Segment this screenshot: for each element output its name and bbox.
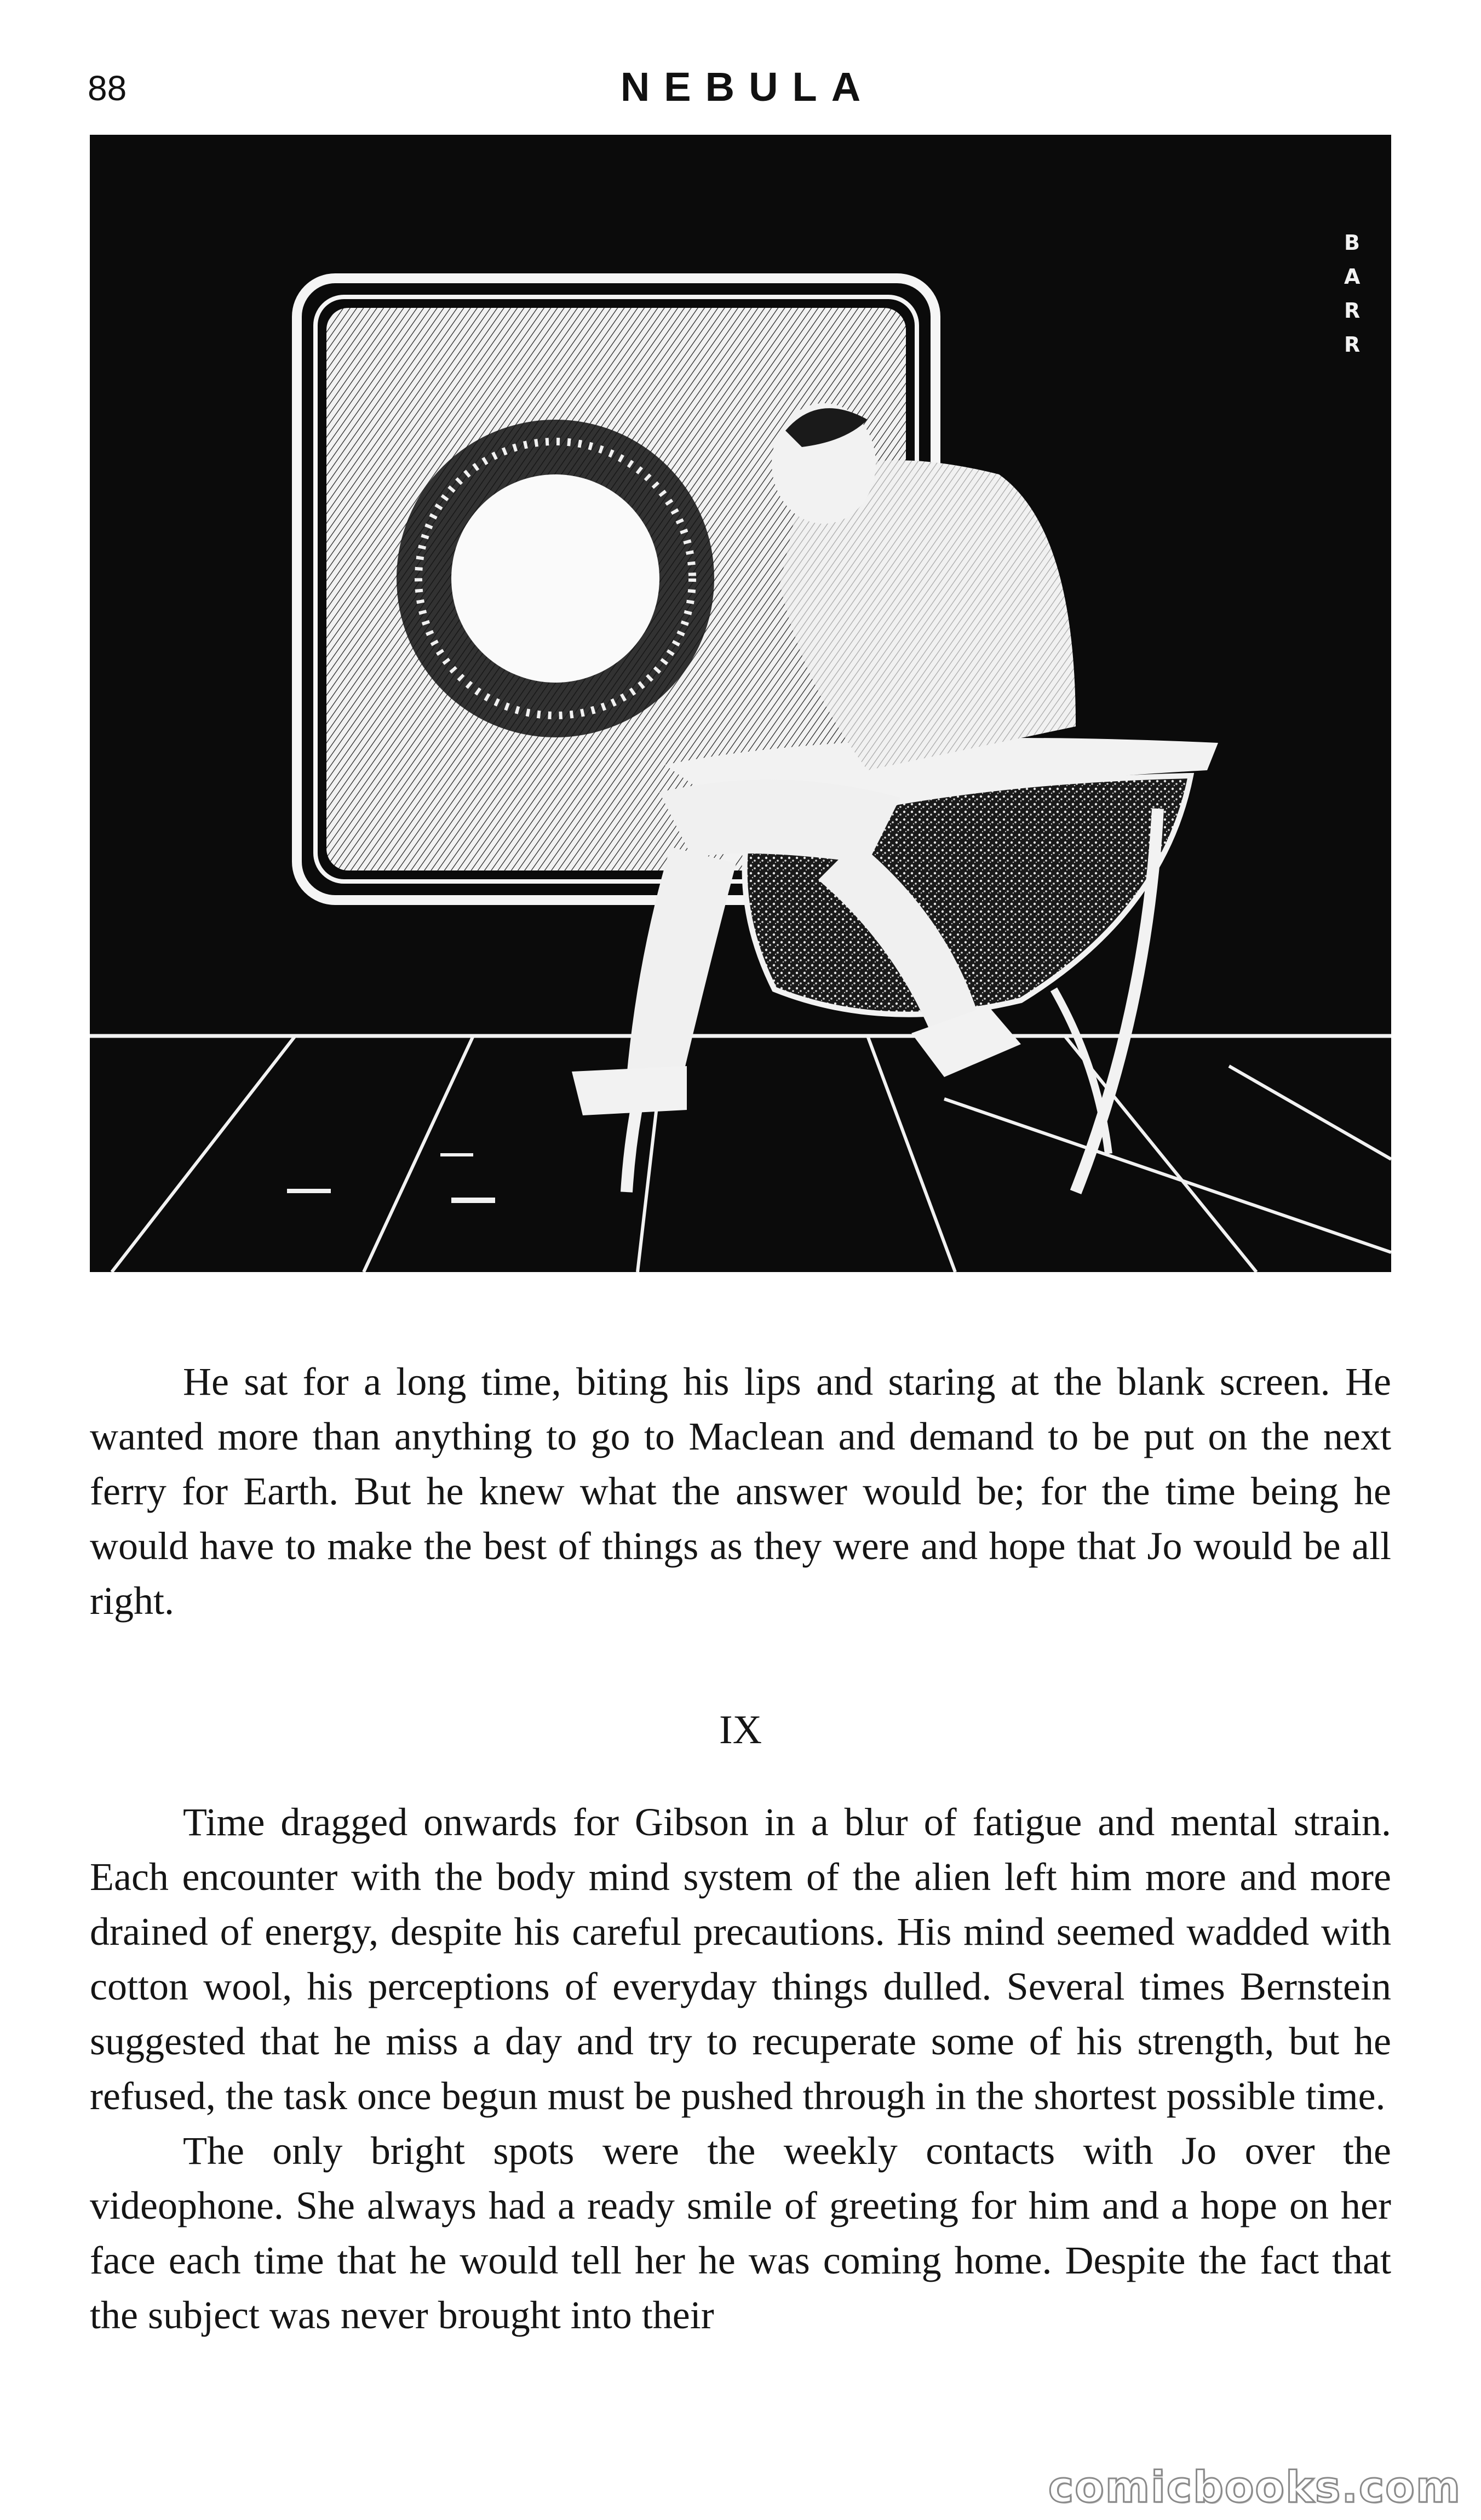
paragraph-1-text: He sat for a long time, biting his lips and staring at the blank screen. He wanted more than anything to go to Maclean and demand to be put on the next ferry for Earth. But he knew what the answer would be; for the time being he would have to make the best of things as they were and hope that Jo would be all right. [90,1360,1391,1623]
watermark: comicbooks.com [1048,2463,1461,2512]
artist-signature-text: B A R R [1344,231,1361,357]
illustration [90,135,1391,1272]
illustration-drawing [90,135,1391,1272]
paragraph-2-text: Time dragged onwards for Gibson in a blur of fatigue and mental strain. Each encounter with the body mind system of the alien left him more and more drained of energy, despite his careful precautions. His mind seemed wadded with cotton wool, his perceptions of everyday things dulled. Several times Bernstein suggested that he miss a day and try to recuperate some of his strength, but he refused, the task once begun must be pushed through in the shortest possible time. [90,1800,1391,2118]
paragraph-3-text: The only bright spots were the weekly contacts with Jo over the videophone. She always had a ready smile of greeting for him and a hope on her face each time that he would tell her he was coming home. Despite the fact that the subject was never brought into their [90,2129,1391,2337]
paragraph-1 [90,1354,1391,1628]
running-title: NEBULA [620,64,875,110]
page-number: 88 [88,68,127,108]
paragraph-2 [90,1795,1391,2343]
section-heading: IX [719,1708,762,1752]
